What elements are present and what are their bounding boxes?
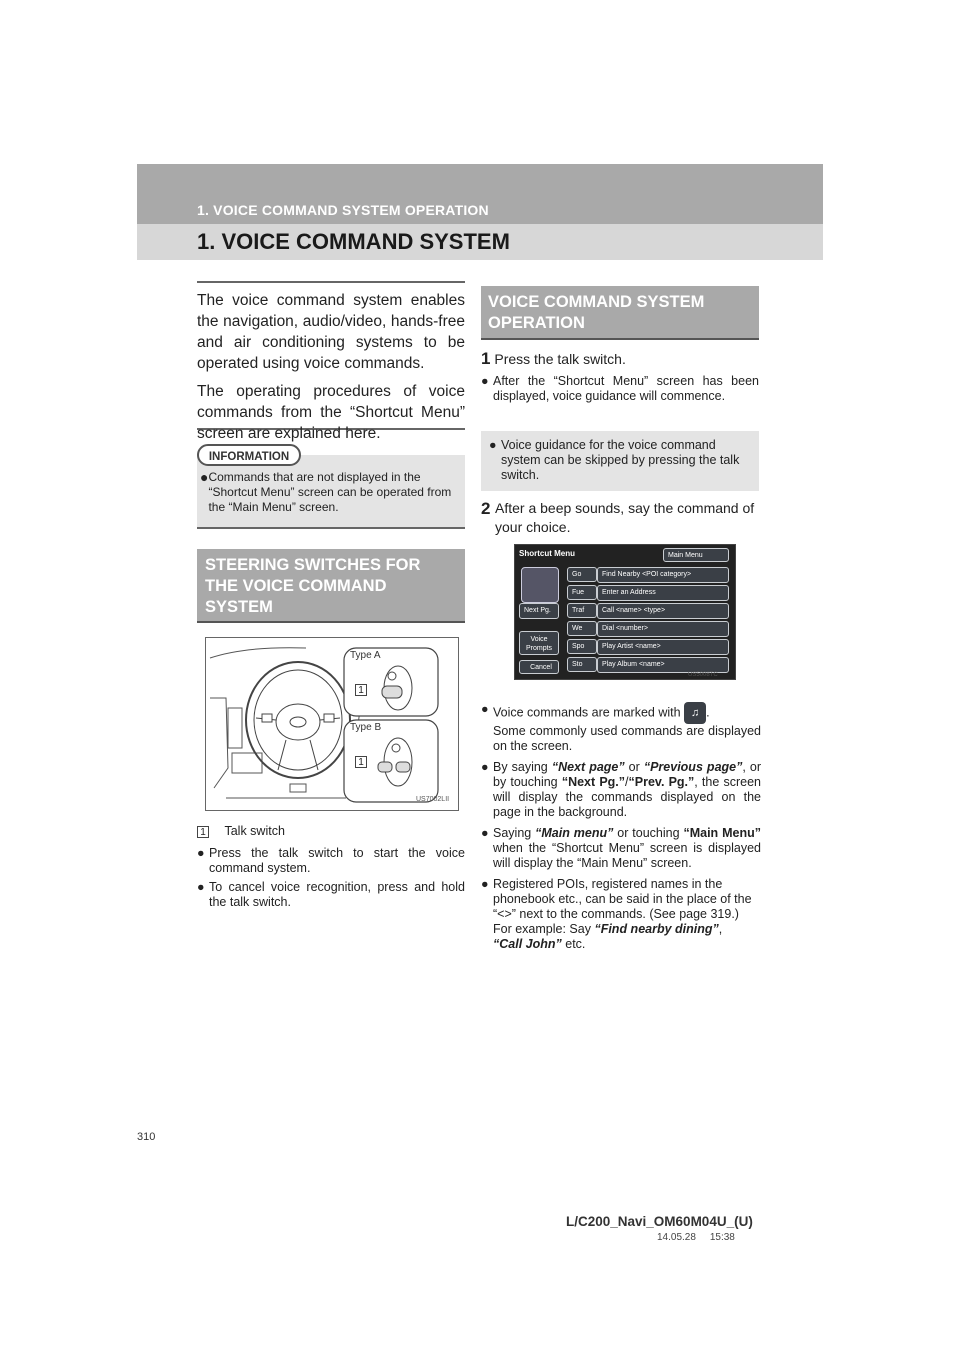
screen-left-item: Spo: [567, 639, 597, 654]
shortcut-menu-screen: [514, 544, 736, 680]
step-1: 1 Press the talk switch.: [481, 349, 626, 368]
intro-paragraph-2: The operating procedures of voice commands from the “Shortcut Menu” screen are explained here.: [197, 383, 465, 442]
list-item: ● By saying “Next page” or “Previous page”, or by touching “Next Pg.”/“Prev. Pg.”, the screen will display the commands displayed on the page in the background.: [481, 760, 761, 819]
screen-left-item: Sto: [567, 657, 597, 672]
operation-bullets: [481, 702, 761, 952]
screen-voice-prompts-button: Voice Prompts: [519, 631, 559, 655]
screen-code: US5008TC: [688, 672, 718, 678]
bullet-icon: ●: [481, 826, 489, 840]
callout-1-type-a: 1: [355, 684, 367, 696]
screen-command-item: Find Nearby <POI category>: [597, 567, 729, 583]
type-b-label: Type B: [350, 722, 382, 733]
operation-heading: VOICE COMMAND SYSTEM OPERATION: [488, 293, 705, 332]
information-label: INFORMATION: [197, 444, 301, 466]
list-item: ● Saying “Main menu” or touching “Main Menu” when the “Shortcut Menu” screen is displayed will display the “Main Menu” screen.: [481, 826, 761, 870]
bullet-icon: ●: [481, 877, 489, 891]
screen-command-item: Dial <number>: [597, 621, 729, 637]
screen-left-item: Go: [567, 567, 597, 582]
list-item: ● Voice commands are marked with ♫ . Some commonly used commands are displayed on the screen.: [481, 702, 761, 753]
list-item: ● Registered POIs, registered names in the phonebook etc., can be said in the place of the “<>” next to the commands. (See page 319.) For example: Say “Find nearby dining”, “Call John” etc.: [481, 877, 752, 951]
screen-left-item: Fue: [567, 585, 597, 600]
bullet-icon: ●: [200, 469, 209, 485]
steering-wheel-drawing: [206, 638, 458, 810]
legend-number: 1: [197, 826, 209, 838]
page-number: 310: [137, 1131, 156, 1143]
print-timestamp: 14.05.28 15:38: [657, 1232, 735, 1243]
legend-row: [197, 824, 465, 839]
voice-command-icon: ♫: [684, 702, 706, 724]
screen-cancel-button: Cancel: [519, 660, 559, 674]
section-title: 1. VOICE COMMAND SYSTEM OPERATION: [197, 202, 489, 218]
steering-bullets: [197, 846, 465, 910]
step-2: 2 After a beep sounds, say the command of your choice.: [481, 499, 755, 535]
screen-command-item: Play Album <name>: [597, 657, 729, 673]
list-item: ● To cancel voice recognition, press and hold the talk switch.: [197, 880, 465, 909]
bullet-icon: ●: [481, 760, 489, 774]
steering-illustration: [205, 637, 459, 811]
page-title: 1. VOICE COMMAND SYSTEM: [197, 229, 510, 254]
screen-command-item: Enter an Address: [597, 585, 729, 601]
bullet-icon: ●: [197, 880, 205, 894]
bullet-icon: ●: [489, 438, 497, 452]
screen-main-menu-button: Main Menu: [663, 548, 729, 562]
screen-next-pg-button: Next Pg.: [519, 603, 559, 619]
information-item: ● Commands that are not displayed in the “Shortcut Menu” screen can be operated from the “Main Menu” screen.: [200, 469, 452, 514]
screen-command-item: Play Artist <name>: [597, 639, 729, 655]
screen-command-item: Call <name> <type>: [597, 603, 729, 619]
type-a-label: Type A: [350, 650, 381, 661]
callout-1-type-b: 1: [355, 756, 367, 768]
steering-heading: STEERING SWITCHES FOR THE VOICE COMMAND SYSTEM: [205, 556, 421, 616]
steering-heading-box: [197, 549, 465, 623]
screen-title: Shortcut Menu: [519, 549, 575, 558]
step-1-note: ● After the “Shortcut Menu” screen has been displayed, voice guidance will commence.: [481, 374, 759, 403]
operation-heading-box: [481, 286, 759, 340]
bullet-icon: ●: [197, 846, 205, 860]
bullet-icon: ●: [481, 702, 489, 716]
voice-icon: [521, 567, 559, 603]
note-text: ● Voice guidance for the voice command system can be skipped by pressing the talk switch.: [489, 438, 740, 482]
legend-text: Talk switch: [224, 824, 285, 838]
bullet-icon: ●: [481, 374, 489, 388]
document-code: L/C200_Navi_OM60M04U_(U): [566, 1214, 753, 1229]
intro-paragraph-1: The voice command system enables the navigation, audio/video, hands-free and air conditioning systems to be operated using voice commands.: [197, 292, 465, 372]
screen-left-item: We: [567, 621, 597, 636]
screen-left-item: Traf: [567, 603, 597, 618]
list-item: ● Press the talk switch to start the voice command system.: [197, 846, 465, 875]
illustration-code: US7002LII: [416, 796, 450, 803]
intro-box: [197, 281, 465, 442]
